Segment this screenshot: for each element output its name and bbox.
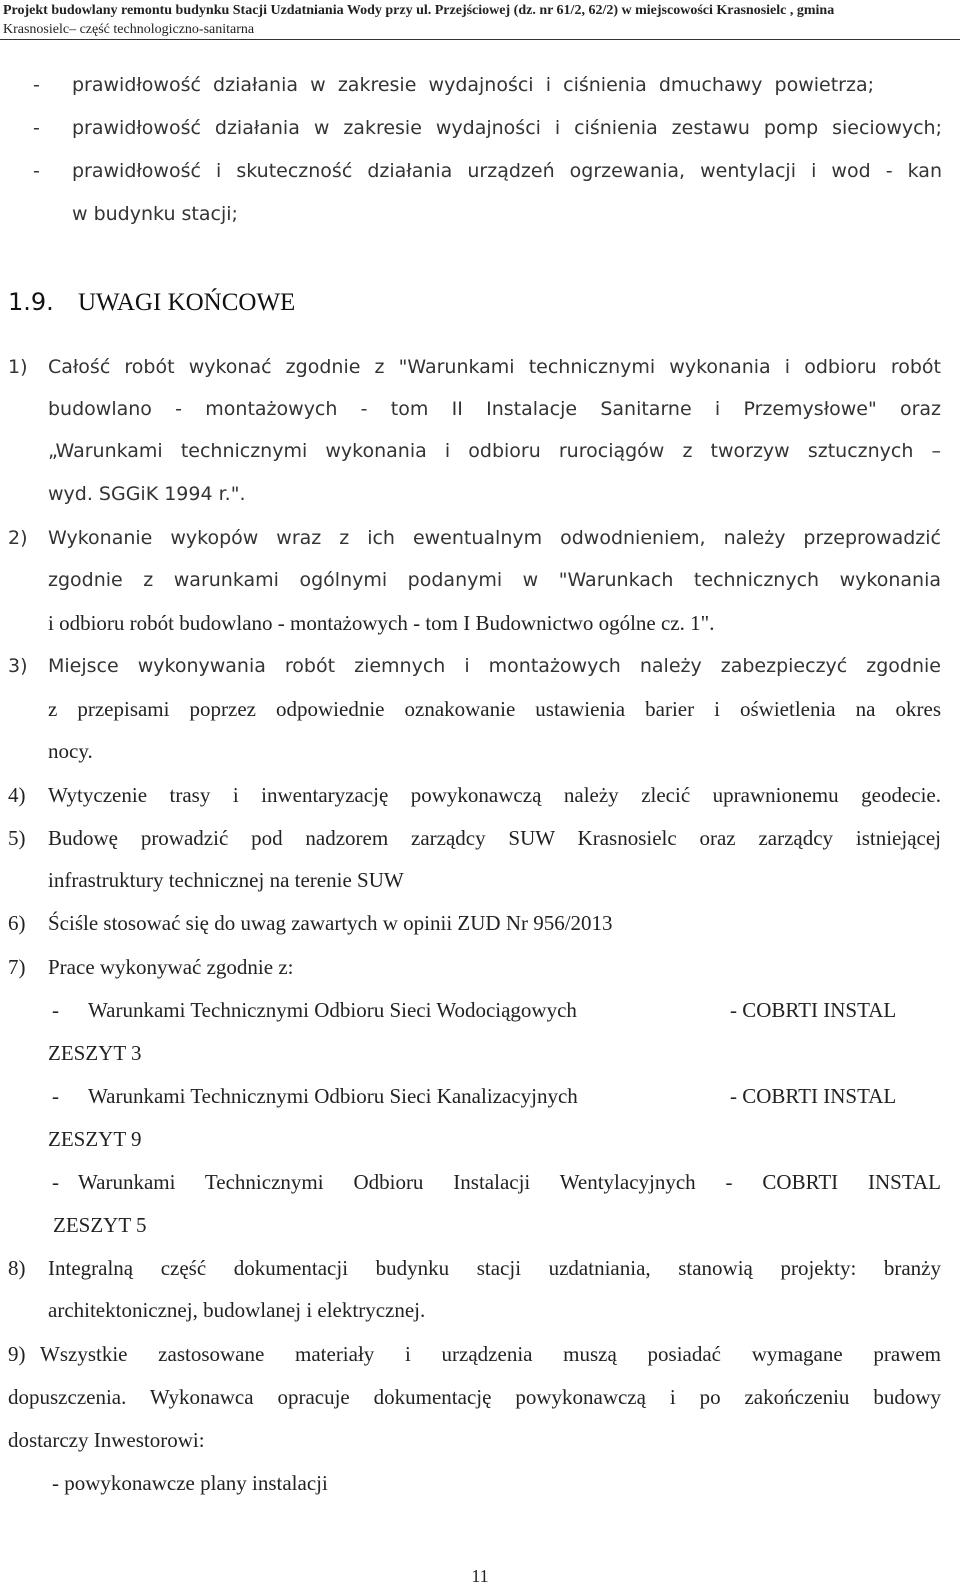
sub-item-text — [78, 1170, 941, 1195]
item-line — [48, 783, 941, 808]
list-item — [72, 160, 942, 182]
item-line: - powykonawcze plany instalacji — [52, 1471, 328, 1495]
list-item-text: prawidłowość i skuteczność działania urządzeń ogrzewania, wentylacji i wod - kan — [72, 160, 942, 182]
page-number: 11 — [471, 1566, 489, 1586]
section-title: UWAGI KOŃCOWE — [78, 289, 296, 316]
list-dash: - — [33, 160, 40, 182]
list-item — [72, 117, 942, 139]
sub-item-tail: - COBRTI INSTAL — [730, 1084, 897, 1108]
sub-dash: - — [52, 1084, 59, 1108]
item-line: architektonicznej, budowlanej i elektrycznej. — [48, 1298, 426, 1322]
sub-item-continuation: ZESZYT 5 — [53, 1213, 147, 1237]
section-heading — [8, 288, 295, 317]
item-line-text: dopuszczenia. Wykonawca opracuje dokumentację powykonawczą i po zakończeniu budowy — [8, 1385, 941, 1409]
item-line — [48, 655, 941, 677]
item-number: 7) — [8, 955, 26, 979]
item-line: Ściśle stosować się do uwag zawartych w opinii ZUD Nr 956/2013 — [48, 911, 613, 935]
item-line-text: zgodnie z warunkami ogólnymi podanymi w "Warunkach technicznych wykonania — [48, 569, 941, 591]
item-line: nocy. — [48, 739, 93, 763]
item-line — [48, 1256, 941, 1281]
sub-item-text: Warunkami Technicznymi Odbioru Sieci Kanalizacyjnych — [88, 1084, 578, 1108]
item-number: 9) — [8, 1342, 26, 1366]
item-line — [48, 697, 941, 722]
item-line-text: budowlano - montażowych - tom II Instalacje Sanitarne i Przemysłowe" oraz — [48, 398, 941, 420]
item-line: Prace wykonywać zgodnie z: — [48, 955, 294, 979]
item-line — [8, 1385, 941, 1410]
item-number: 8) — [8, 1256, 26, 1280]
item-line: infrastruktury technicznej na terenie SUW — [48, 868, 404, 892]
item-line-text: Miejsce wykonywania robót ziemnych i montażowych należy zabezpieczyć zgodnie — [48, 655, 941, 677]
sub-item-tail: - COBRTI INSTAL — [730, 998, 897, 1022]
sub-item-text: Warunkami Technicznymi Odbioru Sieci Wodociągowych — [88, 998, 577, 1022]
item-line-text: Całość robót wykonać zgodnie z "Warunkami technicznymi wykonania i odbioru robót — [48, 356, 941, 378]
item-line — [48, 569, 941, 591]
item-line: dostarczy Inwestorowi: — [8, 1428, 205, 1452]
list-item-text: prawidłowość działania w zakresie wydajności i ciśnienia zestawu pomp sieciowych; — [72, 117, 942, 139]
list-item-continuation: w budynku stacji; — [72, 203, 238, 225]
sub-item-text-content: Warunkami Technicznymi Odbioru Instalacji Wentylacyjnych - COBRTI INSTAL — [78, 1170, 941, 1194]
item-line-text: Wytyczenie trasy i inwentaryzację powykonawczą należy zlecić uprawnionemu geodecie. — [48, 783, 941, 807]
item-line — [48, 356, 941, 378]
item-line-text: Integralną część dokumentacji budynku stacji uzdatniania, stanowią projekty: branży — [48, 1256, 941, 1280]
item-line-text: Wszystkie zastosowane materiały i urządzenia muszą posiadać wymagane prawem — [40, 1342, 941, 1366]
item-line-text: Budowę prowadzić pod nadzorem zarządcy SUW Krasnosielc oraz zarządcy istniejącej — [48, 826, 941, 850]
item-number: 3) — [8, 655, 28, 677]
sub-item-continuation: ZESZYT 9 — [48, 1127, 142, 1151]
list-item — [72, 74, 874, 96]
item-number: 4) — [8, 783, 26, 807]
item-line — [40, 1342, 941, 1367]
item-line-text: z przepisami poprzez odpowiednie oznakowanie ustawienia barier i oświetlenia na okres — [48, 697, 941, 721]
item-number: 6) — [8, 911, 26, 935]
list-item-text: prawidłowość działania w zakresie wydajności i ciśnienia dmuchawy powietrza; — [72, 74, 874, 96]
page-header — [0, 0, 960, 41]
section-number: 1.9. — [8, 288, 54, 316]
item-number: 5) — [8, 826, 26, 850]
sub-dash: - — [52, 998, 59, 1022]
header-title-line: Projekt budowlany remontu budynku Stacji Uzdatniania Wody przy ul. Przejściowej (dz. nr 61/2, 62/2) w miejscowości Krasnosielc , gmina — [3, 3, 835, 18]
item-line — [48, 398, 941, 420]
header-subtitle-line: Krasnosielc– część technologiczno-sanitarna — [3, 22, 255, 37]
item-line — [48, 826, 941, 851]
item-line — [48, 527, 941, 549]
item-line: wyd. SGGiK 1994 r.". — [48, 483, 246, 505]
list-dash: - — [33, 117, 40, 139]
sub-dash: - — [52, 1170, 59, 1194]
item-line — [48, 440, 941, 462]
item-line-text: „Warunkami technicznymi wykonania i odbioru rurociągów z tworzyw sztucznych – — [48, 440, 941, 462]
item-number: 1) — [8, 356, 28, 378]
header-rule — [0, 39, 960, 40]
sub-item-continuation: ZESZYT 3 — [48, 1041, 142, 1065]
item-number: 2) — [8, 527, 28, 549]
item-line: i odbioru robót budowlano - montażowych - tom I Budownictwo ogólne cz. 1". — [48, 611, 715, 635]
item-line-text: Wykonanie wykopów wraz z ich ewentualnym odwodnieniem, należy przeprowadzić — [48, 527, 941, 549]
list-dash: - — [33, 74, 40, 96]
